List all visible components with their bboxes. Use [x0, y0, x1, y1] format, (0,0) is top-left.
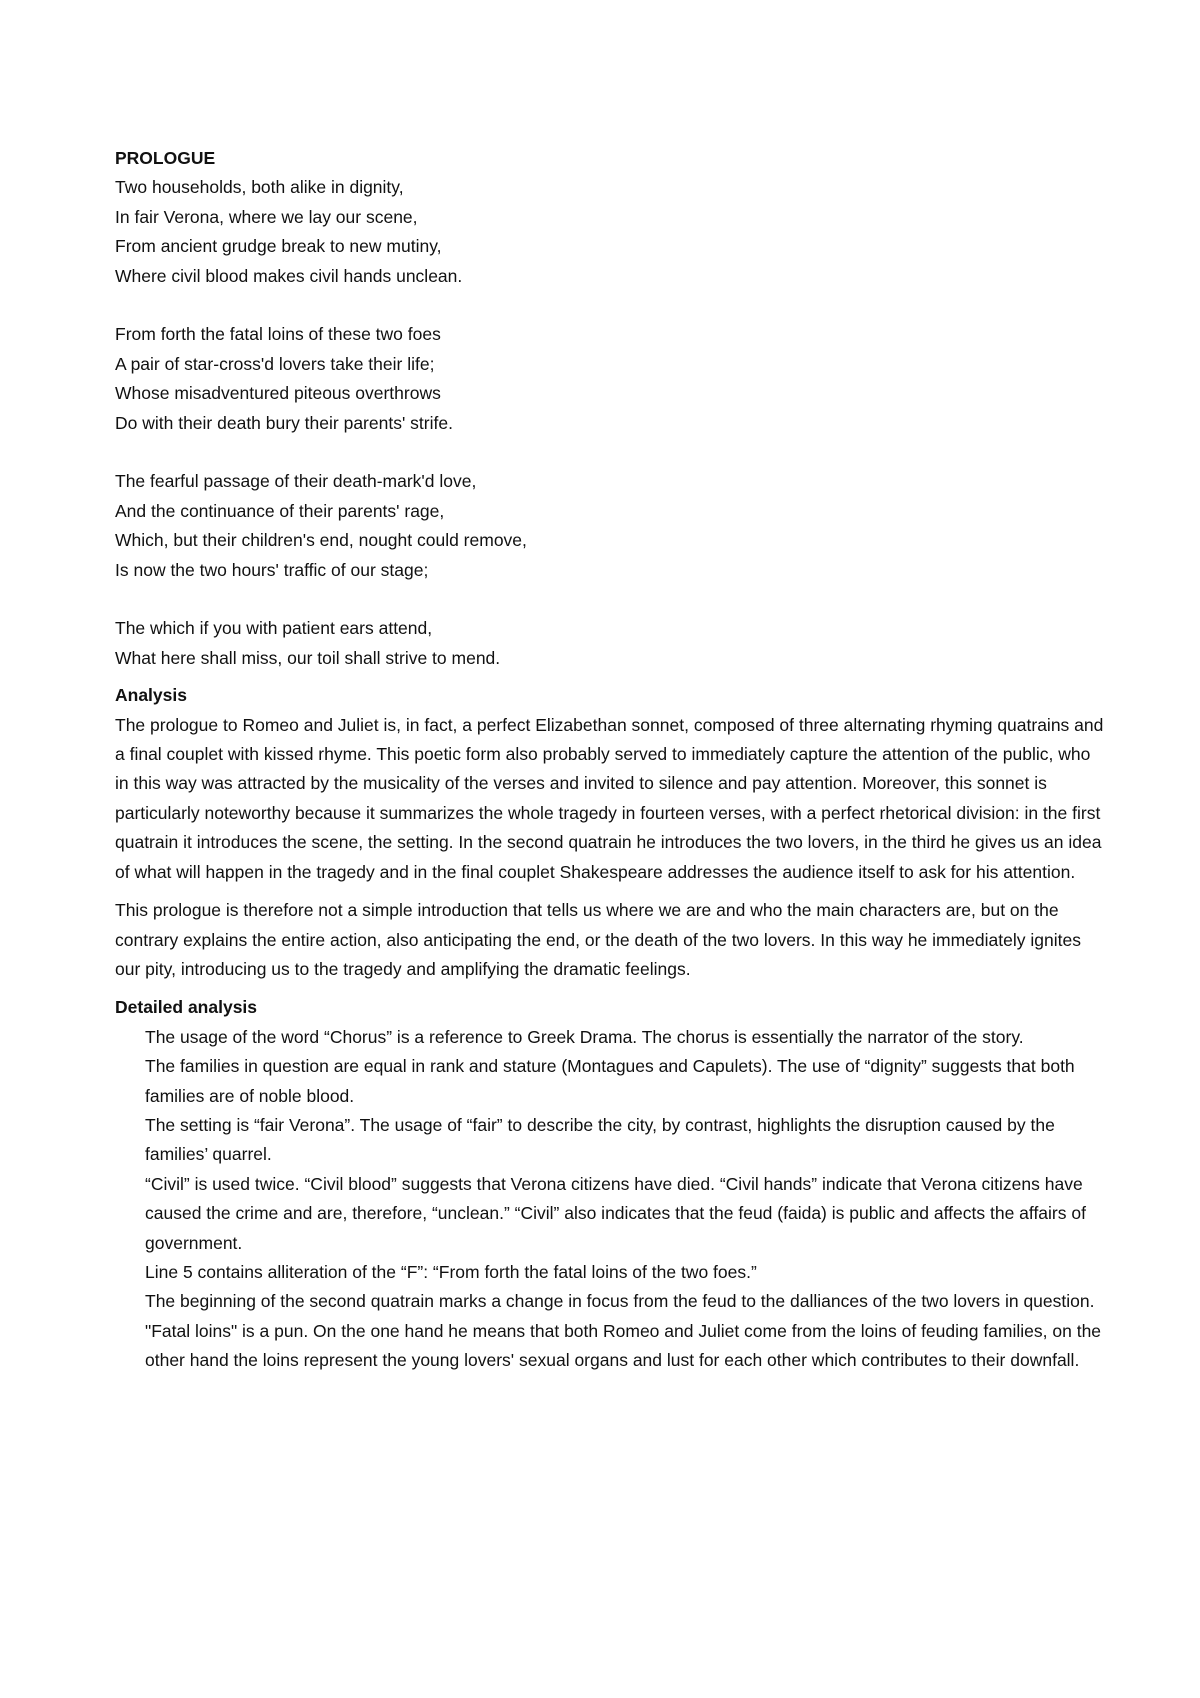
verse-line: In fair Verona, where we lay our scene,: [115, 206, 418, 227]
verse-line: Where civil blood makes civil hands unclean.: [115, 265, 463, 286]
analysis-title: Analysis: [115, 685, 187, 706]
verse-line: The which if you with patient ears attend,: [115, 618, 433, 639]
verse-line: Is now the two hours' traffic of our stage;: [115, 559, 429, 580]
verse-line: What here shall miss, our toil shall strive to mend.: [115, 647, 501, 668]
verse-line: And the continuance of their parents' rage,: [115, 500, 445, 521]
verse-line: A pair of star-cross'd lovers take their life;: [115, 353, 435, 374]
analysis-paragraph: This prologue is therefore not a simple introduction that tells us where we are and who the main characters are, but on the contrary explains the entire action, also anticipating the end, or the death of the two lovers. In this way he immediately ignites our pity, introducing us to the tragedy and amplifying the dramatic feelings.: [115, 900, 1081, 979]
list-item: Line 5 contains alliteration of the “F”: “From forth the fatal loins of the two foes.”: [145, 1261, 757, 1282]
verse-line: From forth the fatal loins of these two foes: [115, 324, 441, 345]
detailed-analysis-title: Detailed analysis: [115, 997, 258, 1018]
verse-line: Do with their death bury their parents' strife.: [115, 412, 453, 433]
verse-line: Two households, both alike in dignity,: [115, 177, 404, 198]
list-item: The setting is “fair Verona”. The usage of “fair” to describe the city, by contrast, highlights the disruption caused by the families’ quarrel.: [145, 1114, 1055, 1165]
document-content: [115, 144, 1105, 1376]
prologue-couplet: [115, 614, 1105, 673]
verse-line: Which, but their children's end, nought could remove,: [115, 530, 527, 551]
list-item: “Civil” is used twice. “Civil blood” suggests that Verona citizens have died. “Civil hands” indicate that Verona citizens have caused the crime and are, therefore, “unclean.” “Civil” also indicates that the feud (faida) is public and affects the affairs of government.: [145, 1173, 1086, 1253]
verse-line: The fearful passage of their death-mark'd love,: [115, 471, 477, 492]
analysis-paragraph: The prologue to Romeo and Juliet is, in fact, a perfect Elizabethan sonnet, composed of three alternating rhyming quatrains and a final couplet with kissed rhyme. This poetic form also probably served to immediately capture the attention of the public, who in this way was attracted by the musicality of the verses and invited to silence and pay attention. Moreover, this sonnet is particularly noteworthy because it summarizes the whole tragedy in fourteen verses, with a perfect rhetorical division: in the first quatrain it introduces the scene, the setting. In the second quatrain he introduces the two lovers, in the third he gives us an idea of what will happen in the tragedy and in the final couplet Shakespeare addresses the audience itself to ask for his attention.: [115, 714, 1104, 882]
detailed-analysis-list: [115, 1023, 1105, 1376]
analysis-section: [115, 681, 1105, 984]
prologue-stanza-1: [115, 173, 1105, 291]
verse-line: Whose misadventured piteous overthrows: [115, 383, 441, 404]
list-item: The usage of the word “Chorus” is a reference to Greek Drama. The chorus is essentially the narrator of the story.: [145, 1026, 1024, 1047]
prologue-stanza-3: [115, 467, 1105, 585]
list-item: The families in question are equal in rank and stature (Montagues and Capulets). The use of “dignity” suggests that both families are of noble blood.: [145, 1056, 1075, 1106]
prologue-title: PROLOGUE: [115, 148, 216, 168]
prologue-stanza-2: [115, 320, 1105, 438]
list-item: "Fatal loins" is a pun. On the one hand he means that both Romeo and Juliet come from the loins of feuding families, on the other hand the loins represent the young lovers' sexual organs and lust for each other which contributes to their downfall.: [145, 1320, 1102, 1371]
detailed-analysis-section: [115, 993, 1105, 1375]
list-item: The beginning of the second quatrain marks a change in focus from the feud to the dalliances of the two lovers in question.: [145, 1291, 1095, 1312]
verse-line: From ancient grudge break to new mutiny,: [115, 236, 442, 257]
